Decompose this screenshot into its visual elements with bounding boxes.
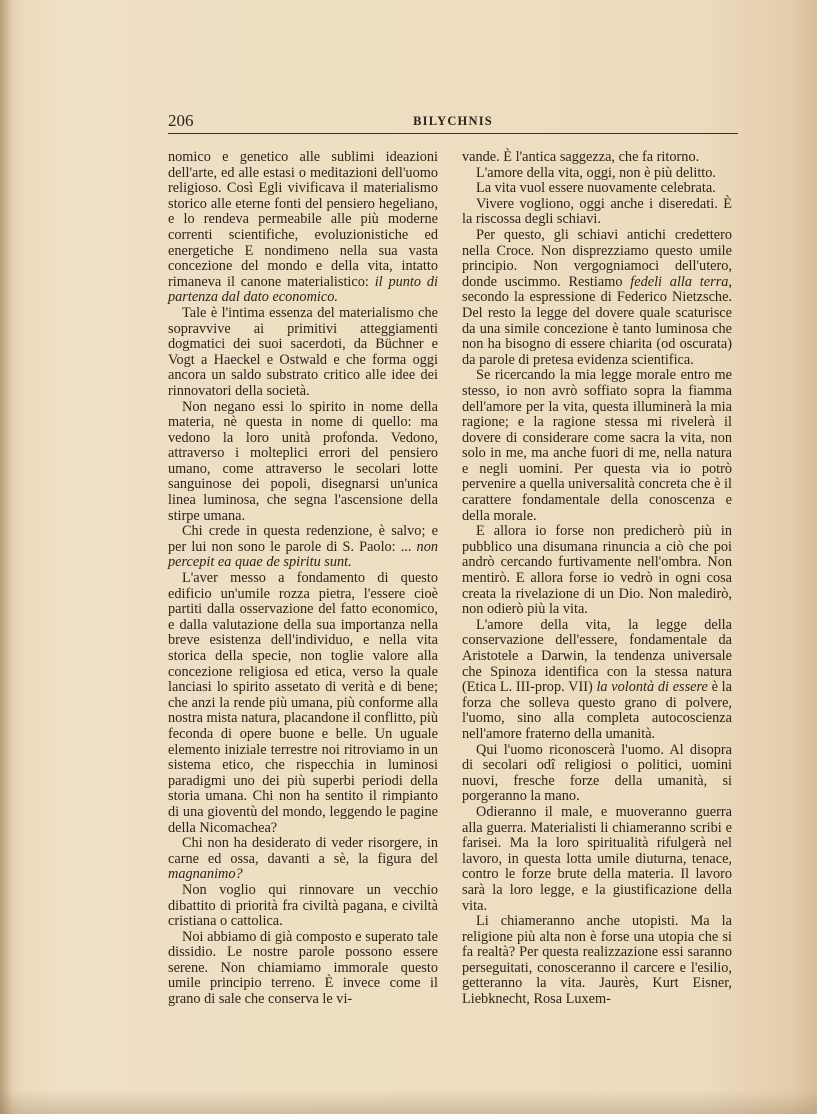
text-run: Odieranno il male, e muoveranno guerra alla guerra. Materialisti li chiameranno scribi e farisei. Ma la loro spiritualità rifulgerà nel lavoro, in questa lotta umile diuturna, tenace, contro le forze brute della materia. Il lavoro sarà la loro legge, e la giustificazione della vita. (462, 803, 732, 914)
paragraph (462, 368, 732, 524)
italic-text: la volontà di essere (596, 679, 708, 696)
italic-text: magnanimo? (168, 866, 243, 883)
text-run: Tale è l'intima essenza del materialismo che sopravvive ai primitivi atteggiamenti dogmatici dei suoi sacerdoti, da Büchner e Vogt a Haeckel e Ostwald e che forma oggi ancora un saldo substrato critico alle idee dei rinnovatori della società. (168, 304, 438, 399)
paragraph (168, 571, 438, 836)
paragraph (462, 914, 732, 1008)
italic-text: non percepit ea quae de spiritu sunt. (168, 538, 438, 571)
paragraph (462, 743, 732, 805)
paragraph (462, 181, 732, 197)
running-title: BILYCHNIS (413, 114, 493, 128)
text-run: nomico e genetico alle sublimi ideazioni dell'arte, ed alle estasi o meditazioni dell'uomo religioso. Così Egli vivificava il materialismo storico alle eterne fonti del pensiero hegeliano, e lo rendeva permeabile alle più moderne correnti scientifiche, evoluzionistiche ed energetiche E nondimeno nella sua vasta concezione del mondo e della vita, intatto rimaneva il canone materialistico: (168, 149, 438, 290)
text-run: è la forza che solleva questo grano di polvere, l'uomo, sino alla completa autocoscienza nell'amore fraterno della umanità. (462, 679, 732, 742)
paragraph (462, 197, 732, 228)
paragraph (462, 805, 732, 914)
paragraph (168, 930, 438, 1008)
paragraph (168, 836, 438, 883)
text-run: La vita vuol essere nuovamente celebrata. (476, 180, 716, 197)
left-text-column (168, 150, 438, 1008)
paragraph (462, 150, 732, 166)
paragraph (168, 400, 438, 525)
text-run: secondo la espressione di Federico Nietzsche. Del resto la legge del dovere quale scaturisce da una simile concezione è tanto luminosa che non ha bisogno di essere chiarita (od oscurata) da parole di pretesa evidenza scientifica. (462, 289, 732, 368)
italic-text: fedeli alla terra, (630, 273, 732, 290)
text-run: Qui l'uomo riconoscerà l'uomo. Al disopra di secolari odî religiosi o politici, uomini nuovi, fresche forze della umanità, si porgeranno la mano. (462, 741, 732, 805)
paragraph (168, 150, 438, 306)
paragraph (462, 166, 732, 182)
paragraph (462, 618, 732, 743)
paragraph (168, 524, 438, 571)
text-run: L'aver messo a fondamento di questo edificio un'umile rozza pietra, l'essere cioè partiti dalla osservazione del fatto economico, e dalla valutazione della sua importanza nella breve esistenza dell'individuo, e nella vita storica della specie, non toglie valore alla concezione religiosa ed etica, verso la quale lanciasi lo spirito assetato di verità e di bene; che anzi la rende più umana, più conforme alla nostra mista natura, placandone il conflitto, più feconda di opere buone e belle. Un uguale elemento iniziale terrestre noi ritroviamo in un sistema etico, che rispecchia in luminosi paradigmi uno dei più superbi periodi della storia umana. Chi non ha sentito il rimpianto di una gioventù del mondo, leggendo le pagine della Nicomachea? (168, 570, 438, 836)
italic-text: il punto di partenza dal dato economico. (168, 273, 438, 306)
paragraph (462, 524, 732, 618)
right-text-column (462, 150, 732, 1008)
page-header (168, 111, 738, 134)
page-number: 206 (168, 111, 194, 130)
text-run: Per questo, gli schiavi antichi credettero nella Croce. Non disprezziamo questo umile principio. Non vergogniamoci dell'utero, donde uscimmo. Restiamo (462, 226, 732, 290)
text-run: Se ricercando la mia legge morale entro me stesso, io non avrò soffiato sopra la fiamma dell'amore per la vita, questa illuminerà la mia ragione; e la ragione stessa mi rivelerà il dovere di considerare come sacra la vita, non solo in me, ma anche fuori di me, nella natura e negli uomini. Per questa via io potrò pervenire a quella universalità concreta che è il carattere fondamentale della conoscenza e della morale. (462, 367, 732, 524)
paragraph (462, 228, 732, 368)
text-run: Vivere vogliono, oggi anche i diseredati. È la riscossa degli schiavi. (462, 195, 732, 228)
text-run: L'amore della vita, oggi, non è più delitto. (476, 164, 717, 181)
text-run: vande. È l'antica saggezza, che fa ritorno. (462, 149, 700, 165)
text-run: Chi crede in questa redenzione, è salvo; e per lui non sono le parole di S. Paolo: ... (168, 523, 438, 555)
text-run: Li chiameranno anche utopisti. Ma la religione più alta non è forse una utopia che si fa realtà? Per questa realizzazione essi saranno perseguitati, conosceranno il carcere e l'esilio, getteranno la vita. Jaurès, Kurt Eisner, Liebknecht, Rosa Luxem- (462, 913, 732, 1008)
text-run: L'amore della vita, la legge della conservazione dell'essere, fondamentale da Aristotele a Darwin, la tendenza universale che Spinoza identifica con la stessa natura (Etica L. III-prop. VII) (462, 616, 732, 696)
paragraph (168, 306, 438, 400)
paragraph (168, 883, 438, 930)
text-run: Non negano essi lo spirito in nome della materia, nè questa in nome di quello: ma vedono la loro unità profonda. Vedono, attraverso i molteplici errori del pensiero umano, come attraverso le secolari lotte sanguinose dei popoli, disegnarsi un'unica linea luminosa, che segna l'ascensione della stirpe umana. (168, 398, 438, 524)
text-run: Chi non ha desiderato di veder risorgere, in carne ed ossa, davanti a sè, la figura del (168, 835, 438, 867)
text-run: Noi abbiamo di già composto e superato tale dissidio. Le nostre parole possono essere serene. Non chiamiamo immorale questo umile principio terreno. È invece come il grano di sale che conserva le vi- (168, 928, 438, 1008)
page-bottom-edge (0, 1090, 817, 1114)
text-run: Non voglio qui rinnovare un vecchio dibattito di priorità fra civiltà pagana, e civiltà cristiana o cattolica. (168, 881, 438, 930)
text-run: E allora io forse non predicherò più in pubblico una disumana rinuncia a ciò che poi andrò cercando furtivamente nell'ombra. Non mentirò. E allora forse io vedrò in ogni cosa creata la rivelazione di un Dio. Non maledirò, non odierò più la vita. (462, 523, 732, 618)
page-gutter (0, 0, 12, 1114)
